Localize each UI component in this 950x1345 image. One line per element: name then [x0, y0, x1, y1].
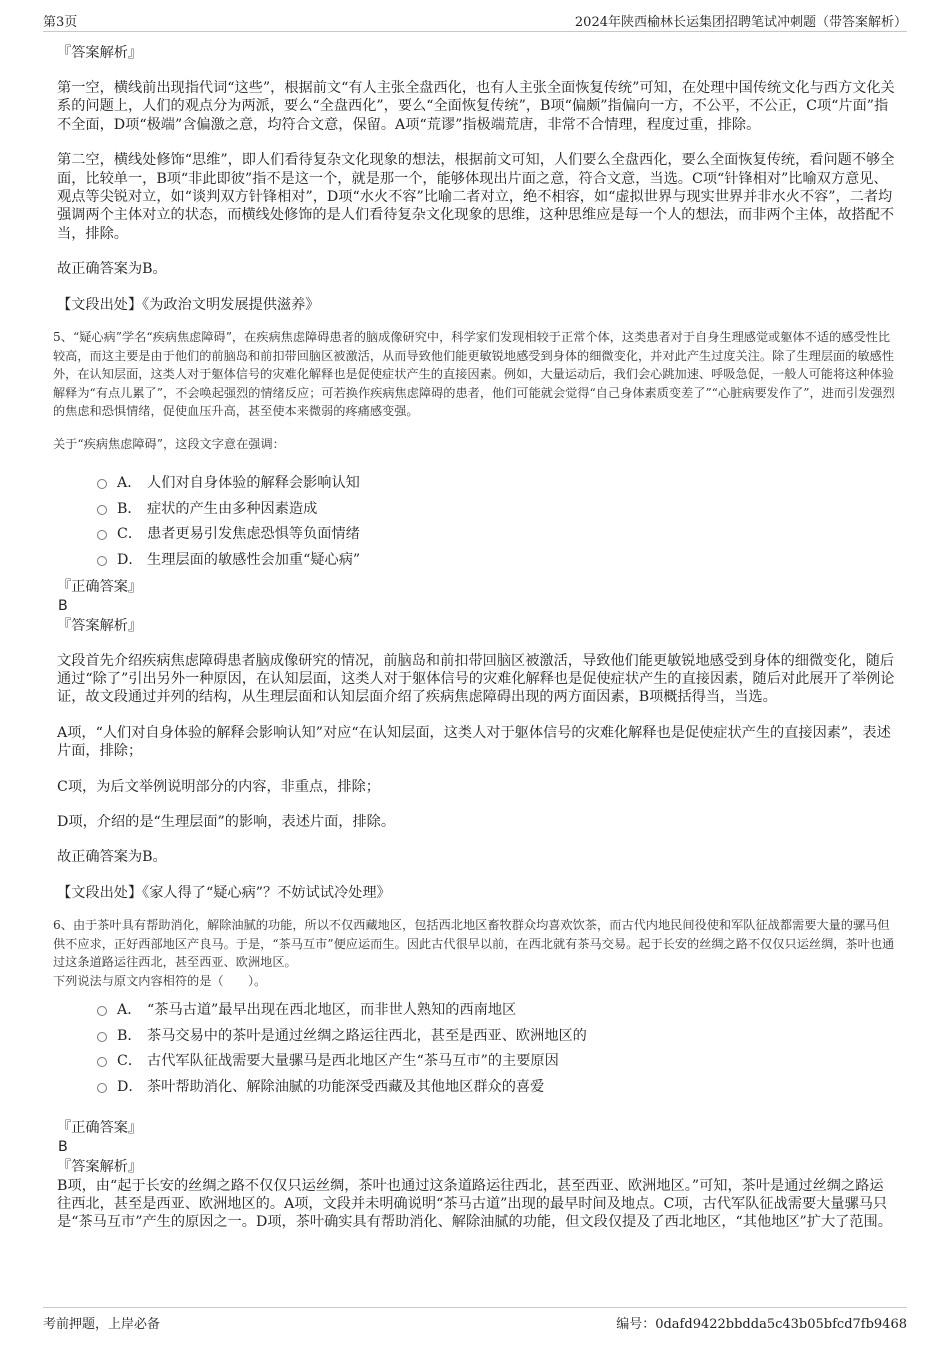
q5-analysis-para-2: A项，“人们对自身体验的解释会影响认知”对应“在认知层面，这类人对于躯体信号的灾难化解释也是促使症状产生的直接因素”，表述片面，排除；: [57, 724, 891, 760]
q5-answer: B: [58, 597, 68, 614]
q6-option-a[interactable]: A． “茶马古道”最早出现在西北地区，而非世人熟知的西南地区: [97, 997, 897, 1023]
q6-analysis-para-1: B项，由“起于长安的丝绸之路不仅仅只运丝绸，茶叶也通过这条道路运往西北，甚至西亚、欧洲地区。”可知，茶叶是通过丝绸之路运往西北，甚至是西亚、欧洲地区的。A项，文段并未明确说明“茶马古道”出现的最早时间及地点。C项，古代军队征战需要大量骡马只是“茶马互市”产生的原因之一。D项，茶叶确实具有帮助消化、解除油腻的功能，但文段仅提及了西北地区，“其他地区”扩大了范围。: [57, 1177, 892, 1231]
q5-analysis-para-4: D项，介绍的是“生理层面”的影响，表述片面，排除。: [57, 814, 396, 831]
radio-icon[interactable]: [97, 505, 107, 515]
page-header: [0, 0, 950, 30]
q4-analysis-label: 『答案解析』: [57, 45, 143, 61]
radio-icon[interactable]: [97, 1032, 107, 1042]
radio-icon[interactable]: [97, 556, 107, 566]
q5-option-c[interactable]: C． 患者更易引发焦虑恐惧等负面情绪: [97, 521, 897, 547]
q5-option-d[interactable]: D． 生理层面的敏感性会加重“疑心病”: [97, 546, 897, 572]
radio-icon[interactable]: [97, 530, 107, 540]
radio-icon[interactable]: [97, 1083, 107, 1093]
footer-slogan: 考前押题，上岸必备: [43, 1317, 161, 1332]
q5-analysis-para-3: C项，为后文举例说明部分的内容，非重点，排除；: [57, 778, 380, 795]
q6-options: [97, 997, 897, 1099]
q5-answer-label: 『正确答案』: [57, 578, 143, 595]
radio-icon[interactable]: [97, 479, 107, 489]
q6-option-c[interactable]: C． 古代军队征战需要大量骡马是西北地区产生“茶马互市”的主要原因: [97, 1048, 897, 1074]
radio-icon[interactable]: [97, 1057, 107, 1067]
q4-source: 【文段出处】《为政治文明发展提供滋养》: [57, 296, 320, 313]
q5-analysis-para-1: 文段首先介绍疾病焦虑障碍患者脑成像研究的情况，前脑岛和前扣带回脑区被激活，导致他们能更敏锐地感受到身体的细微变化，随后通过“除了”引出另外一种原因，在认知层面，这类人对于躯体信号的灾难化解释也是促使症状产生的直接因素，随后对此展开了举例论证，故文段通过并列的结构，从生理层面和认知层面介绍了疾病焦虑障碍出现的两方面因素，B项概括得当，当选。: [57, 652, 895, 706]
footer-divider: [43, 1307, 907, 1308]
q5-conclusion: 故正确答案为B。: [57, 849, 167, 866]
q5-question: 关于“疾病焦虑障碍”，这段文字意在强调：: [53, 437, 285, 452]
q5-option-b[interactable]: B． 症状的产生由多种因素造成: [97, 495, 897, 521]
q4-analysis-para-2: 第二空，横线处修饰“思维”，即人们看待复杂文化现象的想法，根据前文可知，人们要么全盘西化，要么全面恢复传统，看问题不够全面，比较单一，B项“非此即彼”指不是这一个，就是那一个，能够体现出片面之意，符合文意，当选。C项“针锋相对”比喻双方意见、观点等尖锐对立，如“谈判双方针锋相对”，D项“水火不容”比喻二者对立，绝不相容，如“虚拟世界与现实世界并非水火不容”，二者均强调两个主体对立的状态，而横线处修饰的是人们看待复杂文化现象的思维，这种思维应是每一个人的想法，而非两个主体，故搭配不当，排除。: [57, 152, 895, 242]
q4-conclusion: 故正确答案为B。: [57, 261, 167, 278]
document-body: [53, 44, 897, 1232]
q6-answer-label: 『正确答案』: [57, 1119, 143, 1136]
document-title: 2024年陕西榆林长运集团招聘笔试冲刺题（带答案解析）: [574, 15, 907, 30]
q6-option-b[interactable]: B． 茶马交易中的茶叶是通过丝绸之路运往西北，甚至是西亚、欧洲地区的: [97, 1022, 897, 1048]
q6-analysis-label: 『答案解析』: [57, 1158, 143, 1175]
q5-source: 【文段出处】《家人得了“疑心病”？不妨试试冷处理》: [57, 884, 391, 901]
page-number: 第3页: [43, 15, 78, 30]
q6-answer: B: [58, 1138, 68, 1155]
q5-options: [97, 470, 897, 572]
header-divider: [43, 31, 907, 32]
q6-question: 下列说法与原文内容相符的是（ ）。: [53, 974, 267, 989]
radio-icon[interactable]: [97, 1006, 107, 1016]
q6-option-d[interactable]: D． 茶叶帮助消化、解除油腻的功能深受西藏及其他地区群众的喜爱: [97, 1073, 897, 1099]
q5-option-a[interactable]: A． 人们对自身体验的解释会影响认知: [97, 470, 897, 496]
q6-passage: 6、由于茶叶具有帮助消化，解除油腻的功能，所以不仅西藏地区，包括西北地区畜牧群众均喜欢饮茶，而古代内地民间役使和军队征战都需要大量的骡马但供不应求，正好西部地区产良马。于是，“茶马互市”便应运而生。因此古代很早以前，在西北就有茶马交易。起于长安的丝绸之路不仅仅只运丝绸，茶叶也通过这条道路运往西北，甚至西亚、欧洲地区。: [53, 918, 895, 970]
q5-analysis-label: 『答案解析』: [57, 617, 143, 634]
q4-analysis-para-1: 第一空，横线前出现指代词“这些”，根据前文“有人主张全盘西化，也有人主张全面恢复传统”可知，在处理中国传统文化与西方文化关系的问题上，人们的观点分为两派，要么“全盘西化”，要么“全面恢复传统”，B项“偏颇”指偏向一方，不公平，不公正，C项“片面”指不全面，D项“极端”含偏激之意，均符合文意，保留。A项“荒谬”指极端荒唐，非常不合情理，程度过重，排除。: [57, 80, 895, 133]
q5-passage: 5、“疑心病”学名“疾病焦虑障碍”，在疾病焦虑障碍患者的脑成像研究中，科学家们发现相较于正常个体，这类患者对于自身生理感觉或躯体不适的感受性比较高，而这主要是由于他们的前脑岛和前扣带回脑区被激活，从而导致他们能更敏锐地感受到身体的细微变化，并对此产生过度关注。除了生理层面的敏感性外，在认知层面，这类人对于躯体信号的灾难化解释也是促使症状产生的直接因素。例如，大量运动后，我们会心跳加速、呼吸急促，一般人可能将这种体验解释为“有点儿累了”，不会唤起强烈的情绪反应；可若换作疾病焦虑障碍的患者，他们可能就会觉得“自己身体素质变差了”“心脏病要发作了”，进而引发强烈的焦虑和恐惧情绪，促使血压升高，甚至使本来微弱的疼痛感变强。: [53, 330, 895, 419]
document-id: 编号：0dafd9422bbdda5c43b05bfcd7fb9468: [616, 1317, 907, 1332]
